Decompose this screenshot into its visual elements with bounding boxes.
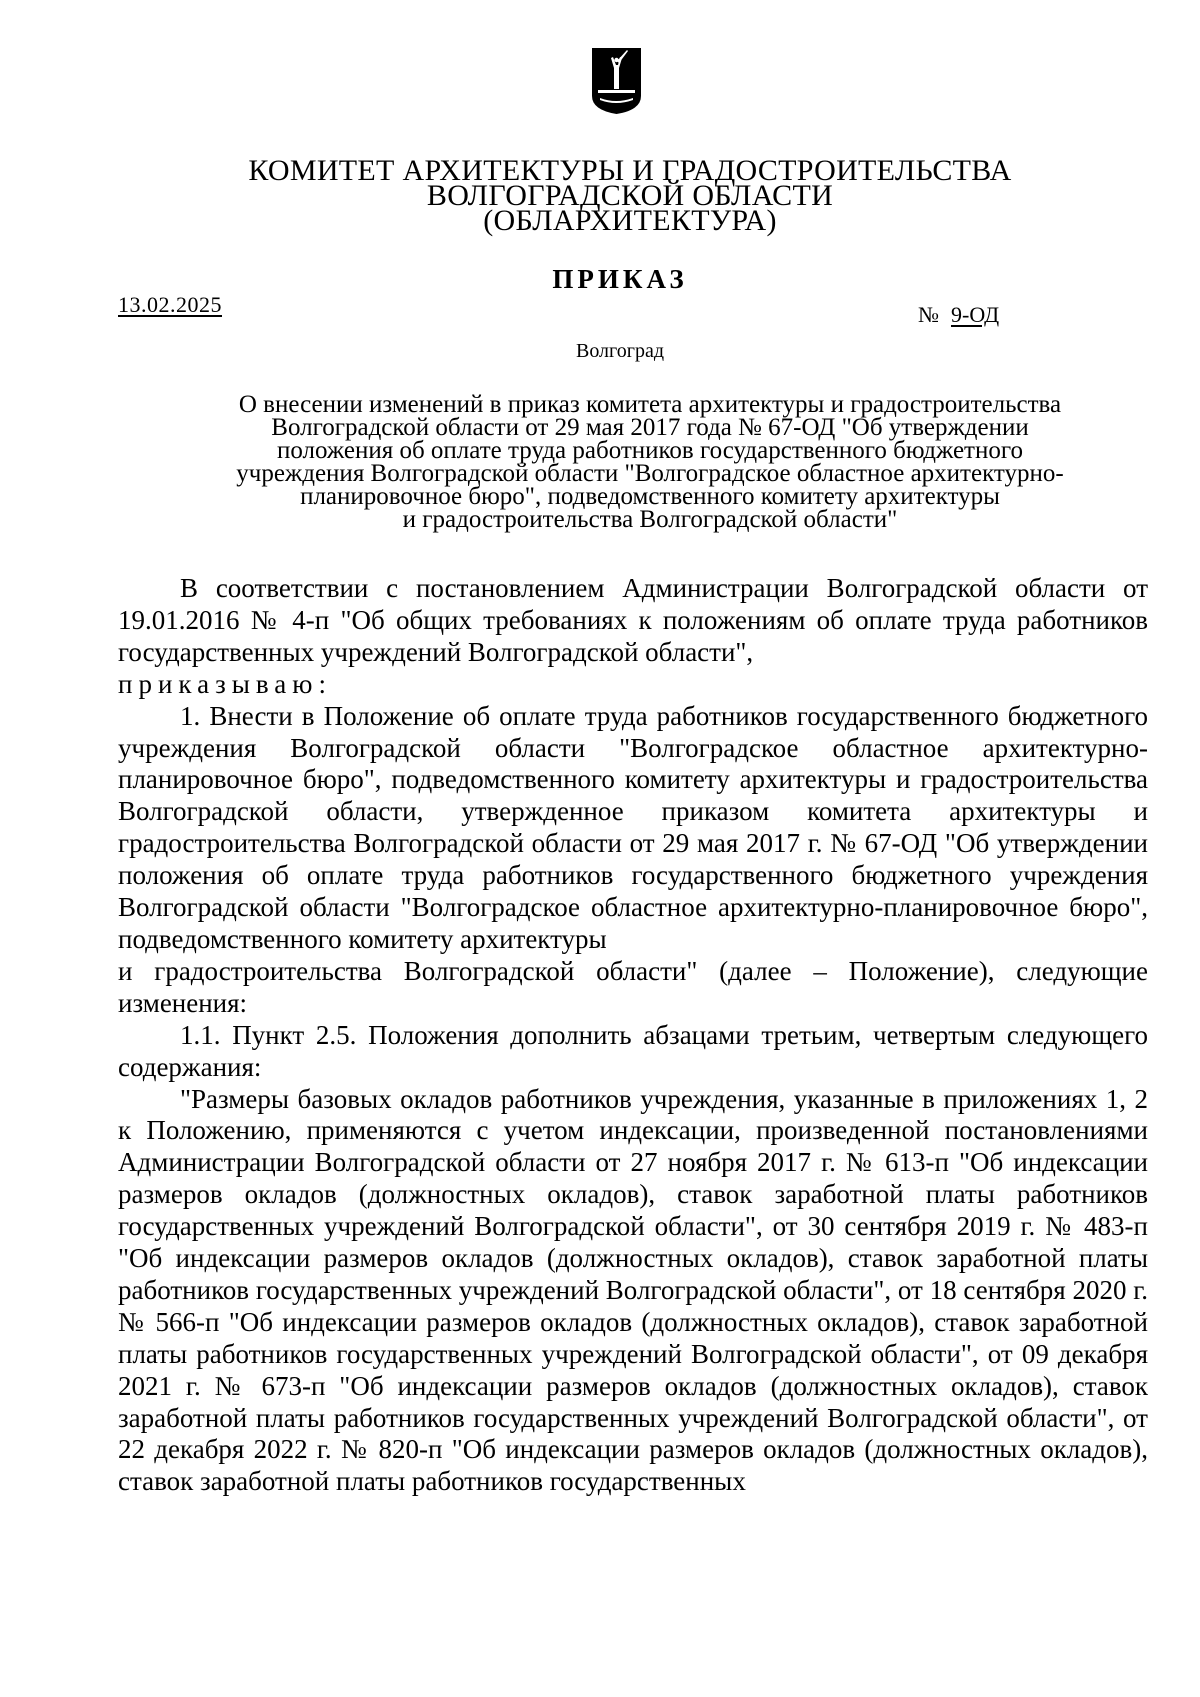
volgograd-coat-of-arms-icon <box>590 46 643 116</box>
subject-line: планировочное бюро", подведомственного комитету архитектуры <box>300 483 1000 510</box>
subject-line: учреждения Волгоградской области "Волгоградское областное архитектурно- <box>236 460 1064 487</box>
organization-abbreviation: (ОБЛАРХИТЕКТУРА) <box>483 204 777 237</box>
order-word: приказываю: <box>118 668 332 699</box>
document-body <box>118 573 1148 1498</box>
document-type-title: ПРИКАЗ <box>552 264 688 294</box>
item-1-paragraph: 1. Внести в Положение об оплате труда работников государственного бюджетного учреждения Волгоградской области "Волгоградское областное архитектурно-планировочное бюро", подведомственного комитету архитектуры и градостроительства Волгоградской области, утвержденное приказом комитета архитектуры и градостроительства Волгоградской области от 29 мая 2017 г. № 67-ОД "Об утверждении положения об оплате труда работников государственного бюджетного учреждения Волгоградской области "Волгоградское областное архитектурно-планировочное бюро", подведомственного комитету архитектуры <box>118 700 1148 954</box>
document-number <box>918 302 999 328</box>
document-number-value: 9-ОД <box>951 302 1000 327</box>
document-subject <box>170 393 1130 531</box>
item-1-continuation: и градостроительства Волгоградской области" (далее – Положение), следующие изменения: <box>118 955 1148 1018</box>
subject-line: О внесении изменений в приказ комитета архитектуры и градостроительства <box>238 391 1062 418</box>
quoted-amendment-paragraph: "Размеры базовых окладов работников учреждения, указанные в приложениях 1, 2 к Положению, применяются с учетом индексации, произведенной постановлениями Администрации Волгоградской области от 27 ноября 2017 г. № 613-п "Об индексации размеров окладов (должностных окладов), ставок заработной платы работников государственных учреждений Волгоградской области", от 30 сентября 2019 г. № 483-п "Об индексации размеров окладов (должностных окладов), ставок заработной платы работников государственных учреждений Волгоградской области", от 18 сентября 2020 г. № 566-п "Об индексации размеров окладов (должностных окладов), ставок заработной платы работников государственных учреждений Волгоградской области", от 09 декабря 2021 г. № 673-п "Об индексации размеров окладов (должностных окладов), ставок заработной платы работников государственных учреждений Волгоградской области", от 22 декабря 2022 г. № 820-п "Об индексации размеров окладов (должностных окладов), ставок заработной платы работников государственных <box>118 1083 1148 1497</box>
organization-header <box>200 154 1060 237</box>
item-1-1-paragraph: 1.1. Пункт 2.5. Положения дополнить абзацами третьим, четвертым следующего содержания: <box>118 1019 1148 1082</box>
number-sign: № <box>918 302 939 327</box>
subject-line: Волгоградской области от 29 мая 2017 года № 67-ОД "Об утверждении <box>271 414 1029 441</box>
preamble-paragraph: В соответствии с постановлением Администрации Волгоградской области от 19.01.2016 № 4-п "Об общих требованиях к положениям об оплате труда работников государственных учреждений Волгоградской области", <box>118 573 1148 667</box>
organization-name-line-1: КОМИТЕТ АРХИТЕКТУРЫ И ГРАДОСТРОИТЕЛЬСТВА <box>248 154 1012 187</box>
organization-name-line-2: ВОЛГОГРАДСКОЙ ОБЛАСТИ <box>426 179 834 212</box>
subject-line: и градостроительства Волгоградской области" <box>402 506 898 533</box>
document-date: 13.02.2025 <box>118 292 222 317</box>
document-city: Волгоград <box>575 340 665 362</box>
subject-line: положения об оплате труда работников государственного бюджетного <box>277 437 1023 464</box>
